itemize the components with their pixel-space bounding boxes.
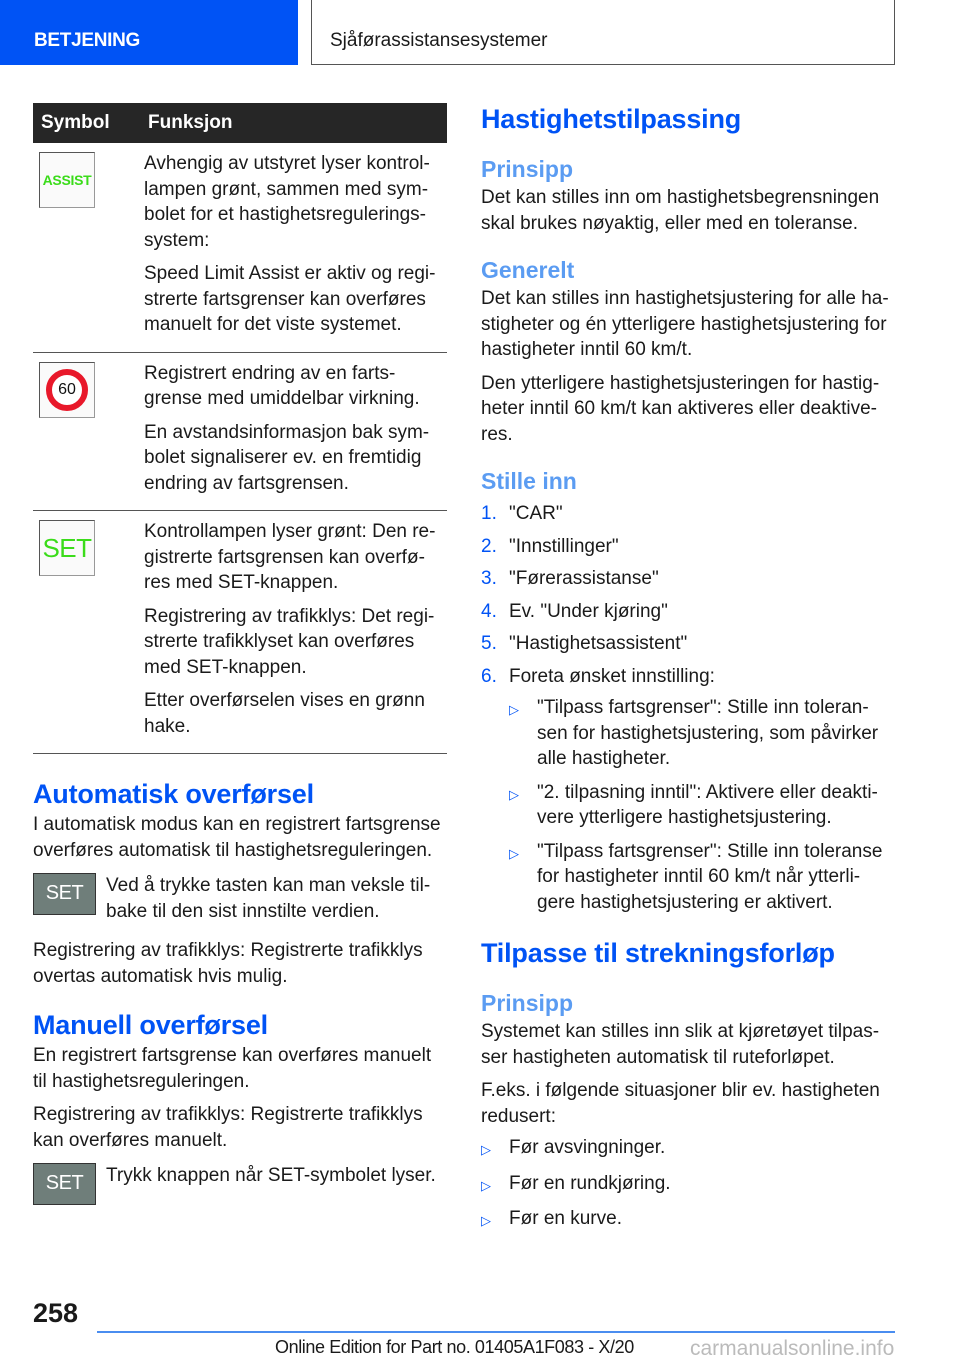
setting-options xyxy=(509,695,895,923)
list-item: ▷ "Tilpass fartsgrenser": Stille inn toleranse for hastigheter inntil 60 km/t når ytterli-gere hastighetsjustering er aktivert. xyxy=(509,839,895,916)
list-item: 6. Foreta ønsket innstilling: ▷ "Tilpass fartsgrenser": Stille inn toleran-sen for hastighetsjustering, som påvirker alle hastigheter. ▷ "2. tilpasning inntil": Aktivere eller deakti-vere ytterligere hastighetsjustering. ▷ "Tilpass fartsgrenser": Stille inn toleranse for hastigheter inntil 60 km/t når ytterli-gere hastighetsjustering er aktivert. xyxy=(481,664,895,924)
symbol-table xyxy=(33,103,447,754)
setup-steps xyxy=(481,501,895,923)
set-button-note: SET Ved å trykke tasten kan man veksle til-bake til den sist innstilte verdien. xyxy=(33,873,447,924)
triangle-bullet-icon: ▷ xyxy=(481,1213,491,1228)
list-item: 2. "Innstillinger" xyxy=(481,535,619,557)
page-number: 258 xyxy=(33,1298,79,1328)
chapter-header xyxy=(311,0,895,65)
list-item: ▷ "2. tilpasning inntil": Aktivere eller deakti-vere ytterligere hastighetsjustering. xyxy=(509,780,895,831)
manual-traffic-light: Registrering av trafikklys: Registrerte trafikklys kan overføres manuelt. xyxy=(33,1104,423,1151)
principle-text: Det kan stilles inn om hastighetsbegrensningen skal brukes nøyaktig, eller med en toleranse. xyxy=(481,187,880,234)
route-adaptation-heading: Tilpasse til strekningsforløp xyxy=(481,938,835,968)
automatic-traffic-light: Registrering av trafikklys: Registrerte trafikklys overtas automatisk hvis mulig. xyxy=(33,940,423,987)
list-item: ▷ Før en rundkjøring. xyxy=(481,1171,895,1199)
row-text: Etter overførselen vises en grønn hake. xyxy=(144,690,425,737)
triangle-bullet-icon: ▷ xyxy=(509,845,519,861)
set-button-note: SET Trykk knappen når SET-symbolet lyser. xyxy=(33,1163,447,1205)
right-column xyxy=(481,103,895,1242)
list-item: 1. "CAR" xyxy=(481,503,563,524)
list-item: 4. Ev. "Under kjøring" xyxy=(481,600,668,622)
header-function: Funksjon xyxy=(136,103,447,143)
route-situations xyxy=(481,1135,895,1234)
triangle-bullet-icon: ▷ xyxy=(509,786,519,802)
chapter-title: Sjåførassistansesystemer xyxy=(330,30,548,51)
manual-transfer-intro: En registrert fartsgrense kan overføres manuelt til hastighetsreguleringen. xyxy=(33,1045,432,1092)
set-button-icon: SET xyxy=(33,873,96,915)
footer-divider xyxy=(97,1331,895,1333)
automatic-transfer-intro: I automatisk modus kan en registrert fartsgrense overføres automatisk til hastighetsreguleringen. xyxy=(33,814,441,861)
triangle-bullet-icon: ▷ xyxy=(509,702,519,717)
watermark: carmanualsonline.info xyxy=(690,1337,895,1360)
row-text: Avhengig av utstyret lyser kontrol-lampen grønt, sammen med sym-bolet for et hastighetsregulerings-system: xyxy=(144,153,430,251)
list-item: 5. "Hastighetsassistent" xyxy=(481,633,688,654)
set-indicator-icon: SET xyxy=(39,520,95,576)
manual-transfer-heading: Manuell overførsel xyxy=(33,1010,268,1040)
row-text: En avstandsinformasjon bak sym-bolet signaliserer ev. en fremtidig endring av fartsgrensen. xyxy=(144,421,430,494)
section-title: BETJENING xyxy=(34,30,141,51)
list-item: ▷ Før avsvingninger. xyxy=(481,1135,895,1163)
left-column xyxy=(33,103,447,1205)
route-example-text: F.eks. i følgende situasjoner blir ev. hastigheten redusert: xyxy=(481,1080,880,1127)
setup-heading: Stille inn xyxy=(481,468,577,494)
row-text: Registrert endring av en farts-grense med umiddelbar virkning. xyxy=(144,362,420,409)
speed-adjustment-heading: Hastighetstilpassing xyxy=(481,104,742,134)
table-row xyxy=(33,511,447,754)
general-text: Den ytterligere hastighetsjusteringen for hastig-heter inntil 60 km/t kan aktiveres eller deaktive-res. xyxy=(481,372,880,445)
principle-heading: Prinsipp xyxy=(481,156,574,182)
row-text: Kontrollampen lyser grønt: Den re-gistrerte fartsgrensen kan overfø-res med SET-knappen. xyxy=(144,521,436,593)
route-principle-heading: Prinsipp xyxy=(481,990,574,1016)
general-text: Det kan stilles inn hastighetsjustering for alle ha-stigheter og én ytterligere hastighetsjustering for hastigheter inntil 60 km/t. xyxy=(481,288,889,360)
speed-limit-sign-icon: 60 xyxy=(39,362,95,418)
row-text: Registrering av trafikklys: Det regi-strerte trafikklyset kan overføres med SET-knappen. xyxy=(144,605,435,678)
route-principle-text: Systemet kan stilles inn slik at kjøretøyet tilpas-ser hastigheten automatisk til ruteforløpet. xyxy=(481,1021,880,1068)
list-item: ▷ "Tilpass fartsgrenser": Stille inn toleran-sen for hastighetsjustering, som påvirker alle hastigheter. xyxy=(509,695,895,772)
list-item: 3. "Førerassistanse" xyxy=(481,568,659,589)
assist-icon: ASSIST xyxy=(39,152,95,208)
row-text: Speed Limit Assist er aktiv og regi-strerte fartsgrenser kan overføres manuelt for det viste systemet. xyxy=(144,263,436,335)
header-symbol: Symbol xyxy=(33,103,136,143)
edition-text: Online Edition for Part no. 01405A1F083 - X/20 xyxy=(275,1337,634,1357)
general-heading: Generelt xyxy=(481,257,575,283)
table-row xyxy=(33,352,447,511)
triangle-bullet-icon: ▷ xyxy=(481,1142,491,1157)
automatic-transfer-heading: Automatisk overførsel xyxy=(33,779,314,809)
section-tab xyxy=(0,0,298,65)
list-item: ▷ Før en kurve. xyxy=(481,1206,895,1234)
table-row xyxy=(33,143,447,352)
triangle-bullet-icon: ▷ xyxy=(481,1177,491,1193)
set-button-icon: SET xyxy=(33,1163,96,1205)
